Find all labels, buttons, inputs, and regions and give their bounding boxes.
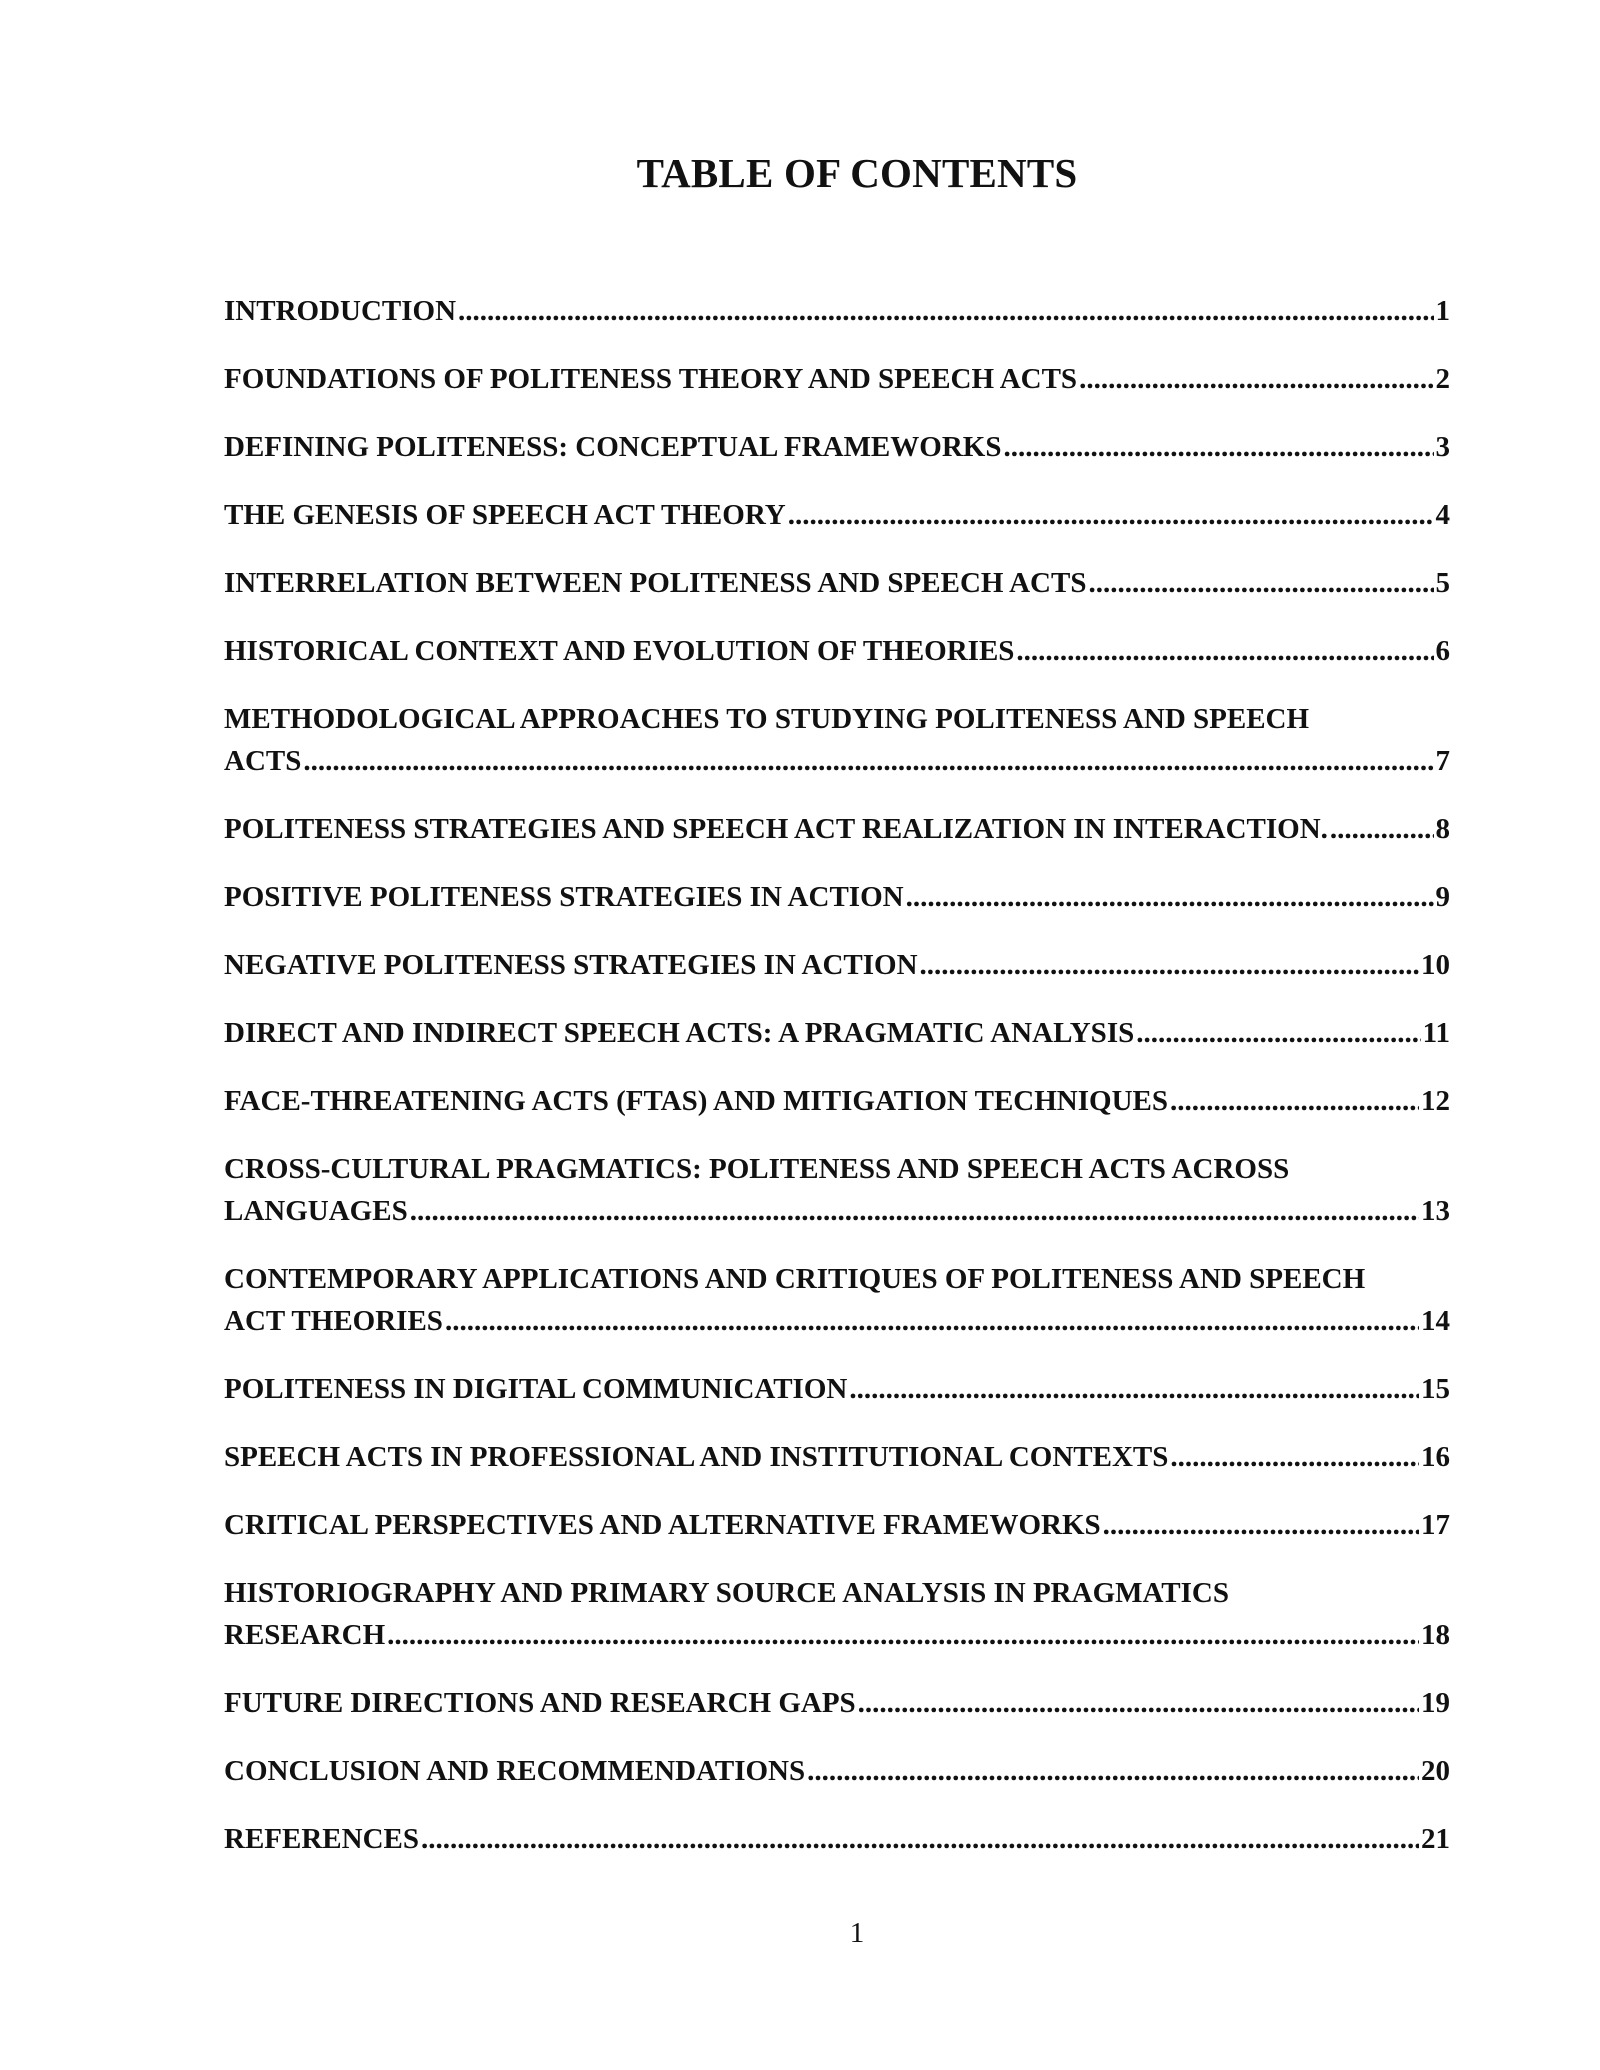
dot-leader (849, 1368, 1419, 1410)
toc-entry[interactable] (224, 1572, 1496, 1656)
toc-entry-page-number: 10 (1421, 949, 1450, 981)
toc-entry-line (224, 1148, 1450, 1190)
toc-entry[interactable] (224, 630, 1496, 672)
toc-entry-title: INTRODUCTION (224, 295, 457, 327)
toc-entry-page-number: 21 (1421, 1823, 1450, 1855)
toc-entry-line (224, 740, 1450, 782)
toc-entry[interactable] (224, 808, 1496, 850)
toc-entry[interactable] (224, 290, 1496, 332)
toc-entry-title: FACE-THREATENING ACTS (FTAS) AND MITIGATION TECHNIQUES (224, 1085, 1168, 1117)
toc-entry-line (224, 426, 1450, 468)
toc-entry-line (224, 562, 1450, 604)
dot-leader (387, 1614, 1419, 1656)
toc-entry[interactable] (224, 944, 1496, 986)
toc-entry-page-number: 11 (1422, 1017, 1450, 1049)
toc-entry-line (224, 1750, 1450, 1792)
toc-entry[interactable] (224, 562, 1496, 604)
toc-entry-title: RESEARCH (224, 1619, 386, 1651)
page-number-footer: 1 (849, 1917, 865, 1949)
toc-entry-title: LANGUAGES (224, 1195, 408, 1227)
toc-entry-title: FUTURE DIRECTIONS AND RESEARCH GAPS (224, 1687, 856, 1719)
toc-entry[interactable] (224, 1148, 1496, 1232)
toc-entry-title: METHODOLOGICAL APPROACHES TO STUDYING POLITENESS AND SPEECH (224, 703, 1310, 735)
toc-entry-page-number: 3 (1435, 431, 1450, 463)
toc-entry-page-number: 2 (1435, 363, 1450, 395)
toc-entry[interactable] (224, 426, 1496, 468)
toc-entry-page-number: 5 (1435, 567, 1450, 599)
toc-entry-page-number: 18 (1421, 1619, 1450, 1651)
toc-entry-title: DEFINING POLITENESS: CONCEPTUAL FRAMEWORKS (224, 431, 1002, 463)
toc-entry[interactable] (224, 1080, 1496, 1122)
toc-entry-page-number: 20 (1421, 1755, 1450, 1787)
toc-entry-line (224, 944, 1450, 986)
toc-entry-page-number: 14 (1421, 1305, 1450, 1337)
toc-entry-title: NEGATIVE POLITENESS STRATEGIES IN ACTION (224, 949, 918, 981)
toc-entry-line (224, 1012, 1450, 1054)
toc-entry-title: FOUNDATIONS OF POLITENESS THEORY AND SPEECH ACTS (224, 363, 1078, 395)
toc-entry[interactable] (224, 1682, 1496, 1724)
toc-entry-title: CONCLUSION AND RECOMMENDATIONS (224, 1755, 806, 1787)
dot-leader (1330, 808, 1434, 850)
toc-entry-line (224, 290, 1450, 332)
toc-entry-line (224, 1504, 1450, 1546)
toc-entry[interactable] (224, 876, 1496, 918)
toc-entry-title: ACTS (224, 745, 302, 777)
toc-entry[interactable] (224, 1504, 1496, 1546)
toc-entry-page-number: 8 (1435, 813, 1450, 845)
toc-entry-line (224, 1258, 1450, 1300)
toc-entry-line (224, 630, 1450, 672)
toc-entry-page-number: 9 (1435, 881, 1450, 913)
toc-entry-title: INTERRELATION BETWEEN POLITENESS AND SPEECH ACTS (224, 567, 1087, 599)
toc-entry-line (224, 1436, 1450, 1478)
toc-entry-page-number: 12 (1421, 1085, 1450, 1117)
toc-entry[interactable] (224, 358, 1496, 400)
toc-entry-line (224, 1080, 1450, 1122)
toc-entry-title: POLITENESS STRATEGIES AND SPEECH ACT REALIZATION IN INTERACTION. (224, 813, 1328, 845)
dot-leader (458, 290, 1433, 332)
toc-entry-title: ACT THEORIES (224, 1305, 443, 1337)
toc-entry-title: POLITENESS IN DIGITAL COMMUNICATION (224, 1373, 848, 1405)
toc-entry-page-number: 1 (1435, 295, 1450, 327)
toc-entry-line (224, 1682, 1450, 1724)
dot-leader (1170, 1080, 1419, 1122)
toc-entry-title: CONTEMPORARY APPLICATIONS AND CRITIQUES OF POLITENESS AND SPEECH (224, 1263, 1366, 1295)
toc-entry-title: HISTORICAL CONTEXT AND EVOLUTION OF THEORIES (224, 635, 1015, 667)
toc-entry-page-number: 16 (1421, 1441, 1450, 1473)
dot-leader (421, 1818, 1419, 1860)
dot-leader (1103, 1504, 1419, 1546)
toc-entry[interactable] (224, 1258, 1496, 1342)
toc-entry-page-number: 6 (1435, 635, 1450, 667)
toc-entry-title: HISTORIOGRAPHY AND PRIMARY SOURCE ANALYSIS IN PRAGMATICS (224, 1577, 1229, 1609)
toc-entry-line (224, 1818, 1450, 1860)
toc-entry-page-number: 19 (1421, 1687, 1450, 1719)
dot-leader (445, 1300, 1419, 1342)
dot-leader (410, 1190, 1419, 1232)
dot-leader (788, 494, 1434, 536)
toc-entry-page-number: 13 (1421, 1195, 1450, 1227)
toc-entry-line (224, 494, 1450, 536)
toc-entry-line (224, 1614, 1450, 1656)
dot-leader (1003, 426, 1433, 468)
toc-entry-title: DIRECT AND INDIRECT SPEECH ACTS: A PRAGMATIC ANALYSIS (224, 1017, 1135, 1049)
toc-entry-line (224, 358, 1450, 400)
toc-entry-page-number: 4 (1435, 499, 1450, 531)
toc-entry-title: CRITICAL PERSPECTIVES AND ALTERNATIVE FRAMEWORKS (224, 1509, 1101, 1541)
toc-entry-line (224, 1300, 1450, 1342)
toc-entry-line (224, 698, 1450, 740)
toc-entry[interactable] (224, 1436, 1496, 1478)
toc-entry[interactable] (224, 698, 1496, 782)
toc-entry[interactable] (224, 1012, 1496, 1054)
toc-entry-title: CROSS-CULTURAL PRAGMATICS: POLITENESS AND SPEECH ACTS ACROSS (224, 1153, 1290, 1185)
toc-entry[interactable] (224, 494, 1496, 536)
toc-entry[interactable] (224, 1750, 1496, 1792)
toc-entry-line (224, 808, 1450, 850)
toc-entry-page-number: 7 (1435, 745, 1450, 777)
dot-leader (303, 740, 1433, 782)
toc-entry-line (224, 1368, 1450, 1410)
toc-entry[interactable] (224, 1818, 1496, 1860)
dot-leader (1136, 1012, 1420, 1054)
dot-leader (807, 1750, 1419, 1792)
dot-leader (920, 944, 1419, 986)
dot-leader (1079, 358, 1433, 400)
toc-entry-title: THE GENESIS OF SPEECH ACT THEORY (224, 499, 786, 531)
dot-leader (858, 1682, 1419, 1724)
dot-leader (1016, 630, 1433, 672)
toc-entry-title: REFERENCES (224, 1823, 419, 1855)
toc-entry-title: POSITIVE POLITENESS STRATEGIES IN ACTION (224, 881, 904, 913)
dot-leader (1170, 1436, 1419, 1478)
dot-leader (906, 876, 1434, 918)
toc-entry[interactable] (224, 1368, 1496, 1410)
toc-entry-page-number: 17 (1421, 1509, 1450, 1541)
dot-leader (1088, 562, 1433, 604)
toc-entry-line (224, 1190, 1450, 1232)
toc-entry-page-number: 15 (1421, 1373, 1450, 1405)
page-title: TABLE OF CONTENTS (636, 150, 1078, 196)
toc-entry-title: SPEECH ACTS IN PROFESSIONAL AND INSTITUTIONAL CONTEXTS (224, 1441, 1169, 1473)
toc-entry-line (224, 1572, 1450, 1614)
table-of-contents (224, 290, 1496, 1886)
toc-entry-line (224, 876, 1450, 918)
